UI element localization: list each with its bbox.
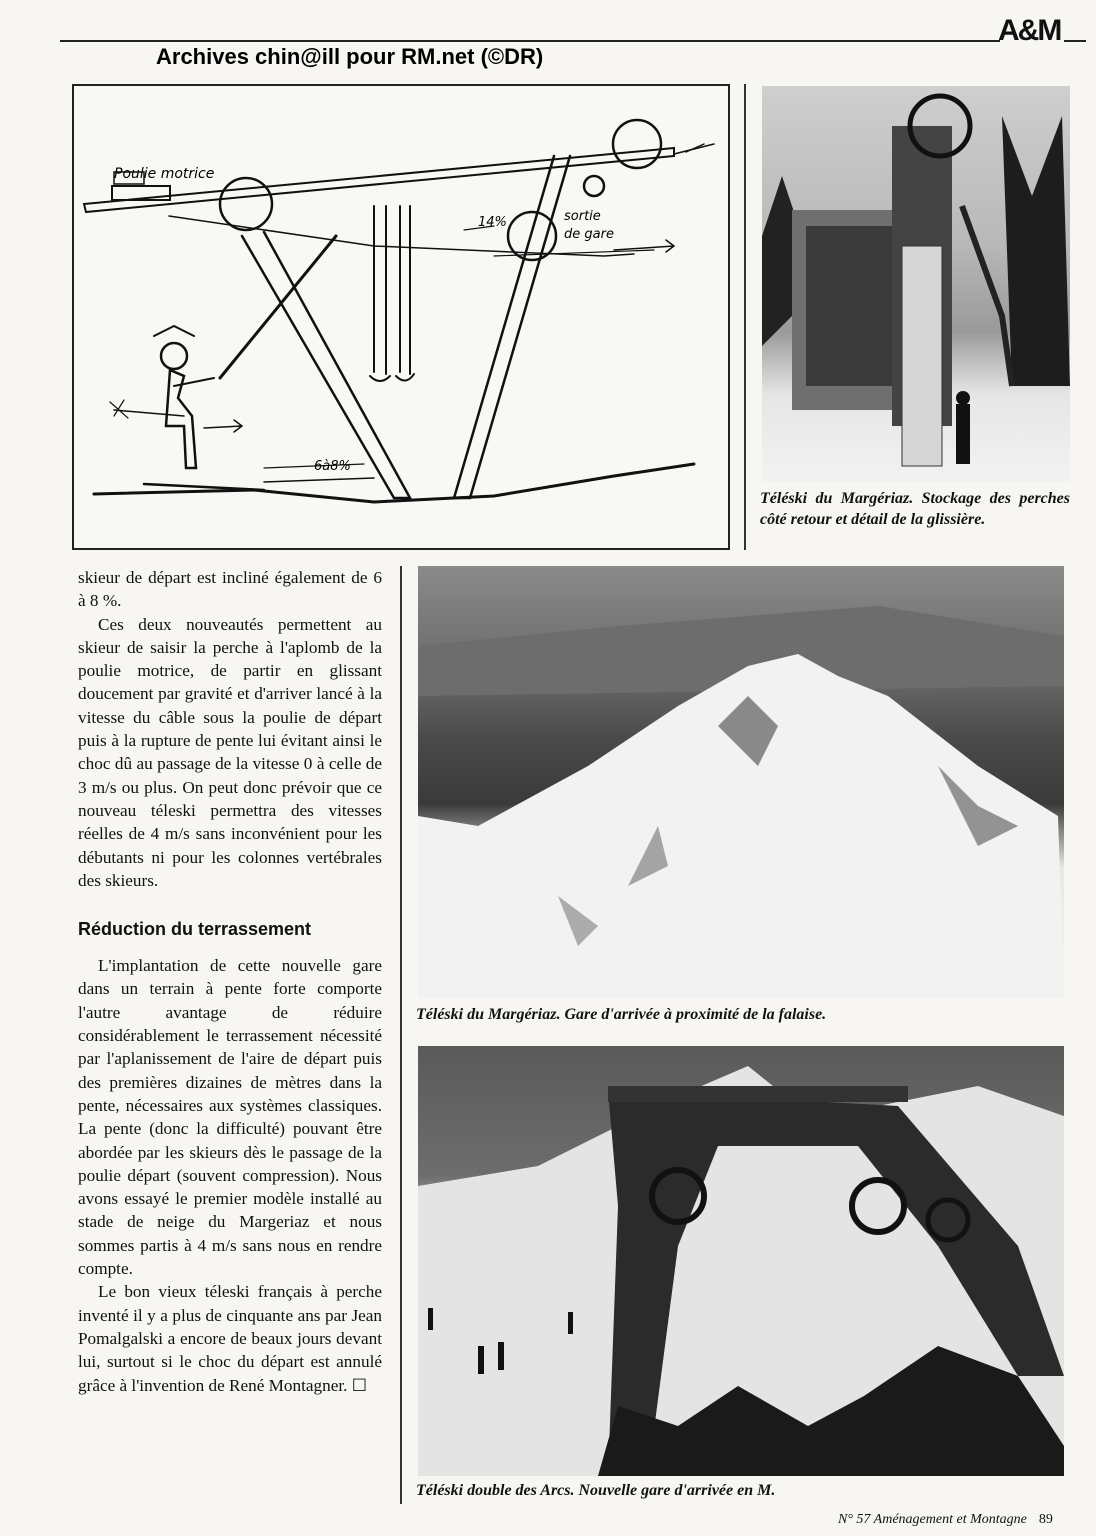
photo-arcs-double-lift [418,1046,1064,1476]
label-exit: sortie [564,209,601,224]
caption-photo-2: Téléski du Margériaz. Gare d'arrivée à proximité de la falaise. [416,1006,827,1023]
issue-title: N° 57 Aménagement et Montagne [838,1512,1027,1527]
label-exit-2: de gare [564,227,614,242]
ski-lift-diagram [72,84,730,550]
label-slope-top: 14% [478,215,507,230]
diagram-drawing [74,86,728,548]
page-number: 89 [1038,1512,1053,1527]
paragraph-2: Ces deux nouveautés permettent au skieur de saisir la perche à l'aplomb de la poulie motrice, de partir en glissant doucement par gravité et d'arriver lancé à la vitesse du câble sous la poulie de départ puis à la rupture de pente lui évitant ainsi le choc dû au passage de la vitesse 0 à celle de 3 m/s ou plus. On peut donc prévoir que ce nouveau téleski permettra des vitesses réelles de 4 m/s sans inconvénient pour les débutants ni pour les colonnes vertébrales des skieurs. [78,614,382,890]
page-footer [838,1512,1053,1528]
header-rule [60,40,1000,42]
column-rule-1 [744,84,746,550]
column-rule-2 [400,566,402,1504]
caption-photo-3: Téléski double des Arcs. Nouvelle gare d'arrivée en M. [416,1482,776,1499]
label-slope-bottom: 6à8% [314,459,351,474]
magazine-logo: A&M [998,14,1061,47]
paragraph-4: Le bon vieux téleski français à perche inventé il y a plus de cinquante ans par Jean Pomalgalski a encore de beaux jours devant lui, surtout si le choc du départ est annulé grâce à l'invention de René Montagner. ☐ [78,1282,382,1395]
label-motor-pulley: Poulie motrice [114,166,215,182]
caption-photo-1: Téléski du Margériaz. Stockage des perches côté retour et détail de la glissière. [760,490,1070,528]
header-rule-end [1064,40,1086,42]
photo-margeriaz-station [762,86,1070,482]
article-column [78,566,382,1397]
archive-watermark: Archives chin@ill pour RM.net (©DR) [156,44,544,69]
section-heading: Réduction du terrassement [78,919,312,940]
paragraph-3: L'implantation de cette nouvelle gare dans un terrain à pente forte comporte l'autre avantage de réduire considérablement le terrassement nécessité par l'aplanissement de l'aire de départ puis des premières dizaines de mètres dans la pente, nécessaires aux systèmes classiques. La pente (donc la difficulté) pouvant être abordée par les skieurs dès le passage de la poulie départ (souvent compression). Nous avons essayé le premier modèle installé au stade de neige du Margeriaz et nous sommes partis à 4 m/s sans nous en rendre compte. [78,956,382,1279]
paragraph-1: skieur de départ est incliné également de 6 à 8 %. [78,568,382,611]
photo-margeriaz-arrival [418,566,1064,998]
